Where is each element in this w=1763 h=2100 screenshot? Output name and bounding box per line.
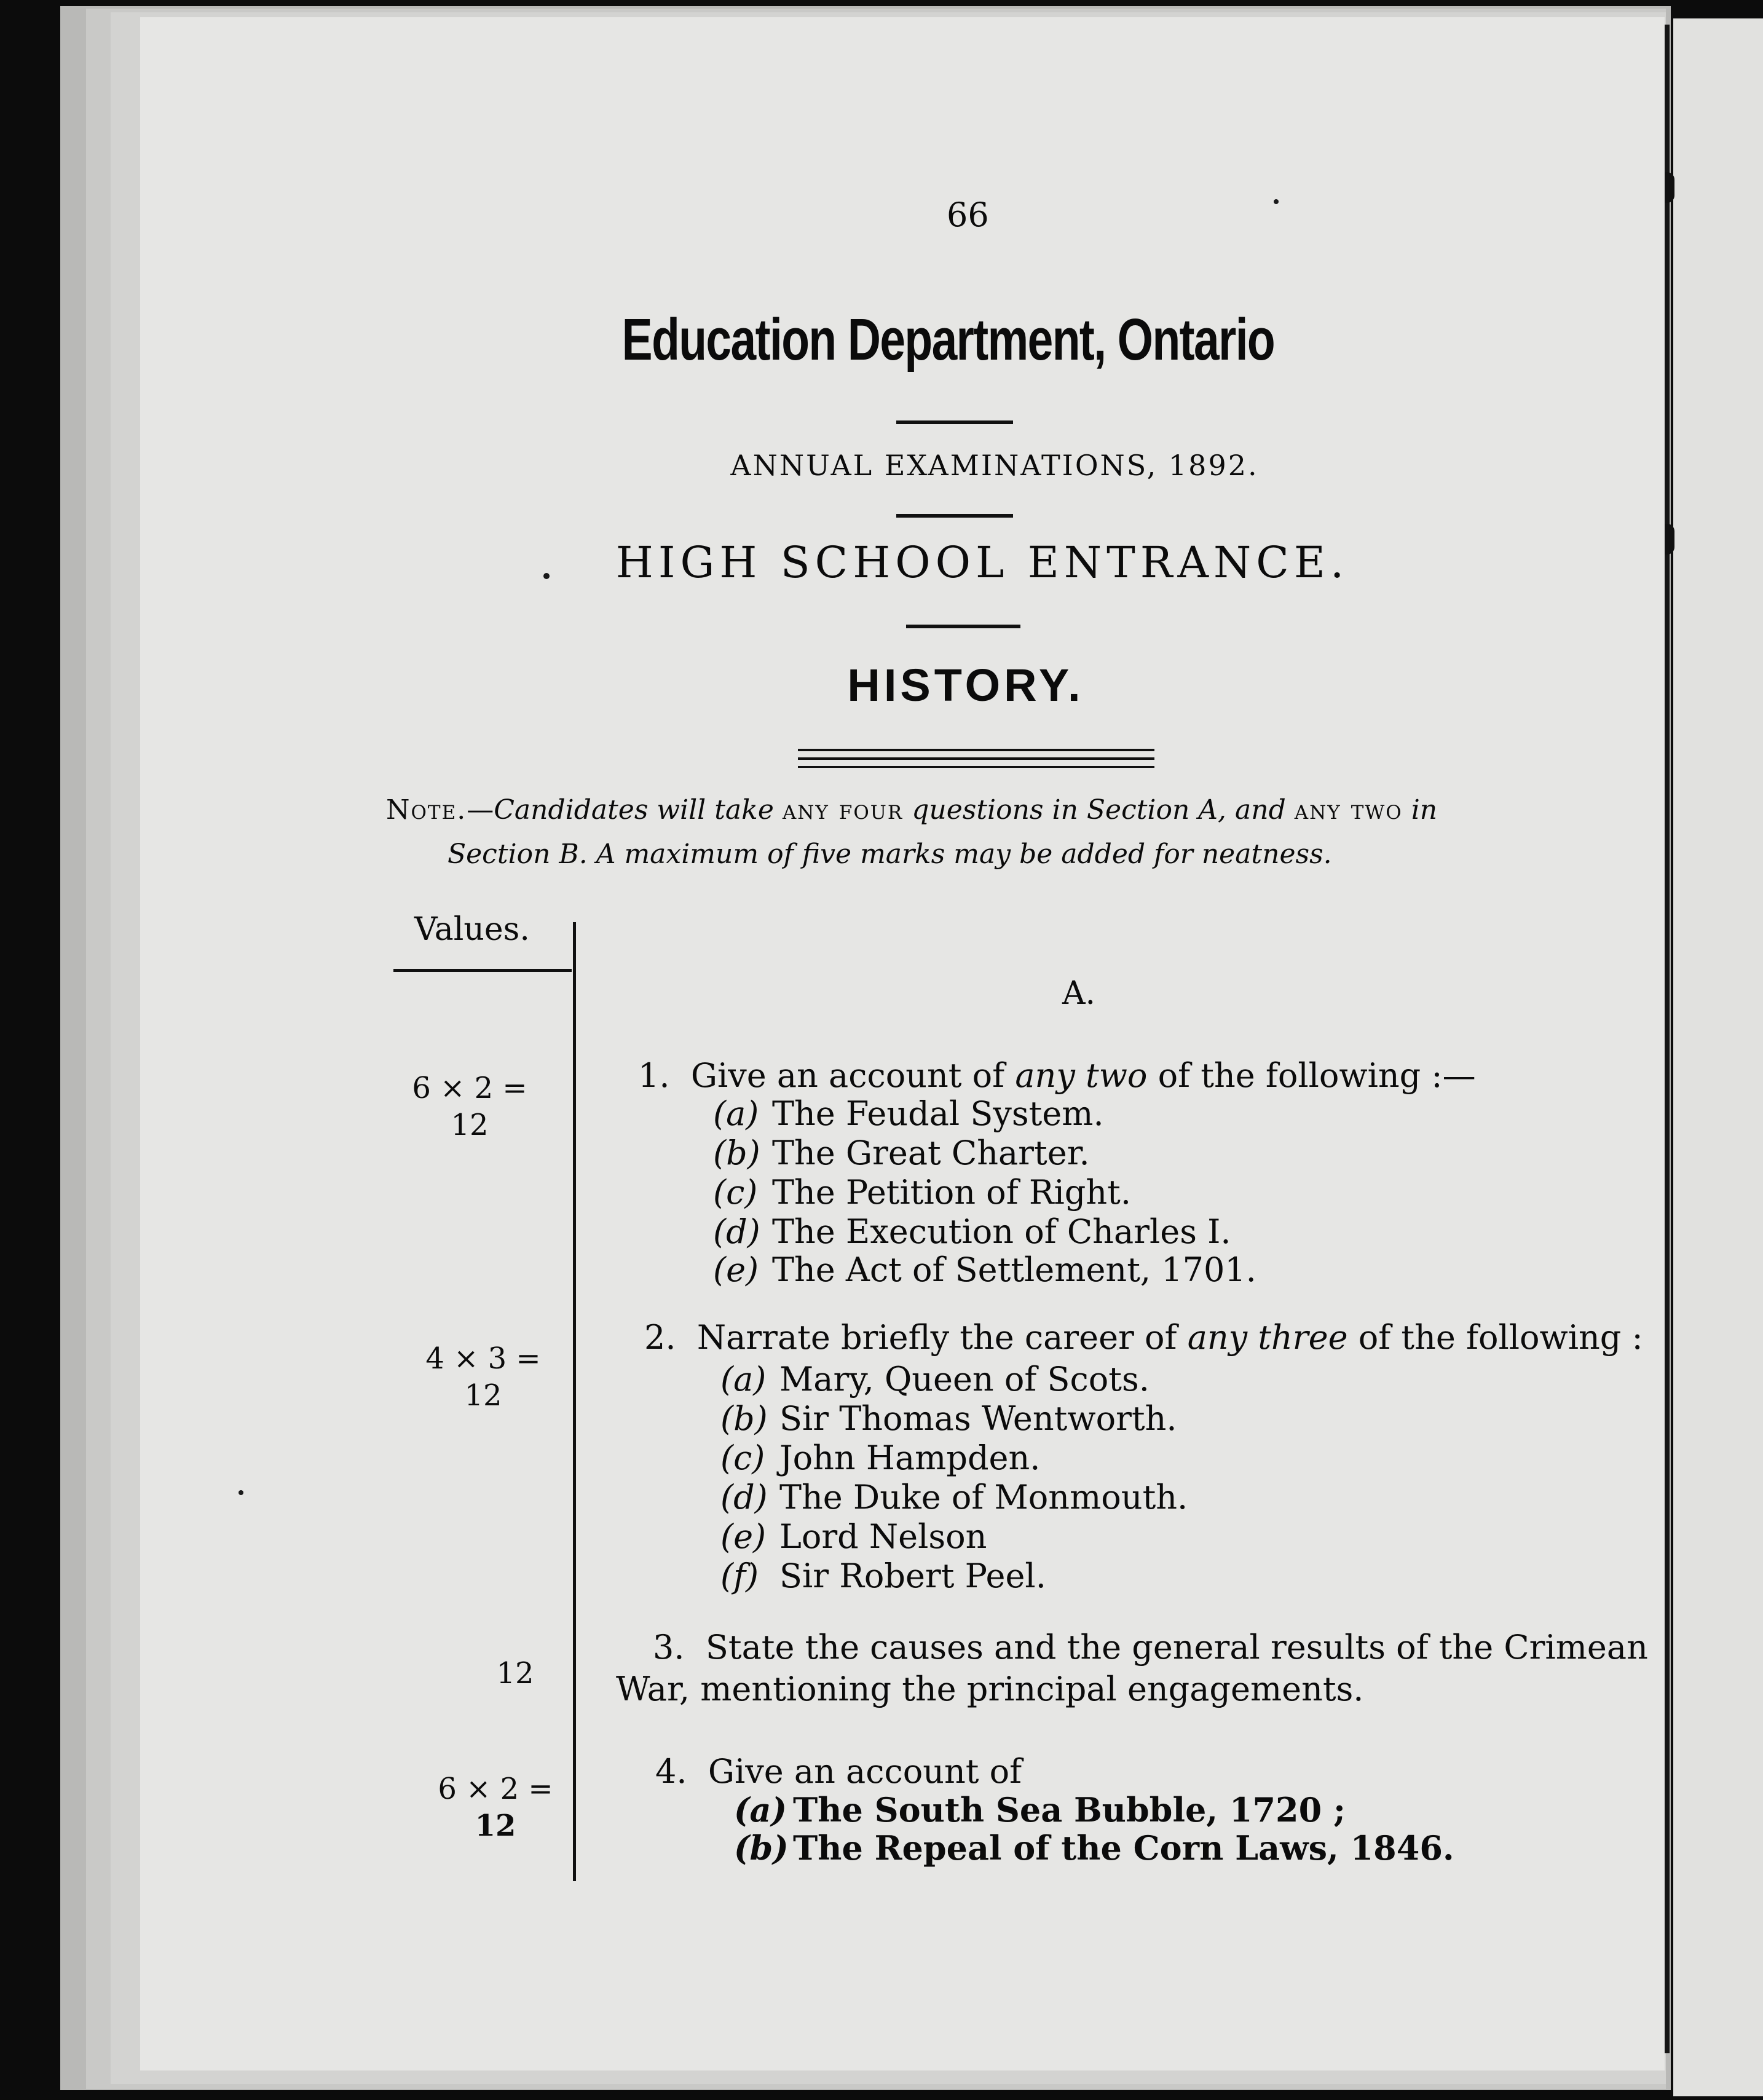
exam-heading: ANNUAL EXAMINATIONS, 1892. — [730, 449, 1259, 482]
question-option — [713, 1250, 1256, 1290]
question-text-part: Give an account of — [708, 1752, 1022, 1791]
question-number: 4. — [655, 1752, 687, 1791]
value-total: 12 — [475, 1809, 516, 1843]
question-value — [422, 1340, 545, 1414]
note-label: Note. — [386, 794, 467, 826]
divider-rule — [906, 625, 1020, 628]
value-expression: 6 × 2 = — [412, 1071, 527, 1105]
question-option — [713, 1173, 1131, 1212]
value-total: 12 — [496, 1656, 534, 1691]
question-option — [720, 1557, 1046, 1596]
option-label: (f) — [720, 1557, 759, 1595]
question-option — [720, 1360, 1150, 1399]
note-emphasis: any four — [782, 794, 904, 826]
option-text: The Duke of Monmouth. — [779, 1478, 1188, 1517]
question-value — [408, 1070, 531, 1143]
double-rule — [798, 757, 1154, 760]
question-text — [644, 1318, 1643, 1357]
question-emphasis: any two — [1015, 1056, 1148, 1095]
option-label: (b) — [720, 1399, 768, 1438]
question-emphasis: any three — [1187, 1318, 1348, 1357]
note-text: Candidates will take — [494, 794, 774, 826]
question-text-continued: War, mentioning the principal engagements. — [616, 1670, 1364, 1708]
question-option — [720, 1478, 1188, 1517]
value-expression: 4 × 3 = — [425, 1341, 541, 1376]
option-text: The Act of Settlement, 1701. — [772, 1250, 1256, 1289]
exam-page — [140, 17, 1665, 2070]
question-option — [713, 1134, 1090, 1173]
double-rule — [798, 749, 1154, 751]
question-number: 1. — [638, 1056, 670, 1095]
question-option — [734, 1790, 1346, 1830]
option-label: (b) — [734, 1828, 789, 1868]
scan-speck — [239, 1490, 243, 1495]
scan-speck — [543, 573, 550, 579]
column-divider — [573, 922, 576, 1881]
question-text-part: Narrate briefly the career of — [696, 1318, 1177, 1357]
entrance-heading: HIGH SCHOOL ENTRANCE. — [615, 537, 1349, 588]
option-label: (d) — [720, 1478, 768, 1517]
note-line — [386, 794, 1437, 826]
note-dash: — — [467, 794, 494, 826]
subject-heading: HISTORY. — [847, 660, 1084, 711]
question-text — [638, 1056, 1476, 1095]
question-option — [734, 1828, 1454, 1868]
question-text-part: State the causes and the general results of the Crimean — [705, 1628, 1648, 1667]
option-label: (a) — [734, 1790, 787, 1830]
question-value — [434, 1770, 557, 1844]
option-text: The Petition of Right. — [772, 1173, 1131, 1212]
note-text: in — [1411, 794, 1438, 826]
question-option — [713, 1094, 1104, 1134]
option-label: (c) — [713, 1173, 758, 1212]
option-text: The Feudal System. — [772, 1094, 1104, 1133]
double-rule — [798, 766, 1154, 768]
question-option — [720, 1439, 1040, 1478]
note-text: Section B. A maximum of five marks may be added for neatness. — [448, 839, 1332, 870]
divider-rule — [896, 514, 1013, 518]
option-text: Lord Nelson — [779, 1517, 987, 1556]
values-column-header: Values. — [414, 911, 530, 948]
option-text: John Hampden. — [779, 1439, 1041, 1477]
option-text: The Execution of Charles I. — [772, 1212, 1231, 1251]
question-text-part: of the following :— — [1158, 1056, 1476, 1095]
option-label: (a) — [720, 1360, 767, 1399]
question-text — [653, 1628, 1648, 1667]
department-title: Education Department, Ontario — [621, 307, 1275, 373]
question-value — [454, 1655, 577, 1692]
facing-page-edge — [1673, 18, 1763, 2096]
option-text: The Repeal of the Corn Laws, 1846. — [793, 1828, 1454, 1868]
question-option — [713, 1212, 1231, 1252]
option-text: Sir Thomas Wentworth. — [779, 1399, 1177, 1438]
option-label: (c) — [720, 1439, 765, 1477]
option-label: (d) — [713, 1212, 760, 1251]
values-underline — [393, 969, 572, 972]
divider-rule — [896, 420, 1013, 424]
option-label: (e) — [720, 1517, 767, 1556]
option-text: The Great Charter. — [772, 1134, 1090, 1172]
page-number: 66 — [947, 195, 989, 234]
option-text: Sir Robert Peel. — [779, 1557, 1046, 1595]
value-total: 12 — [464, 1378, 502, 1413]
scan-speck — [1274, 199, 1279, 204]
section-label: A. — [1062, 975, 1096, 1012]
question-option — [720, 1399, 1177, 1439]
question-option — [720, 1517, 987, 1557]
value-total: 12 — [451, 1108, 489, 1142]
question-number: 2. — [644, 1318, 676, 1357]
question-text-part: Give an account of — [690, 1056, 1005, 1095]
question-text-part: of the following : — [1358, 1318, 1643, 1357]
question-number: 3. — [653, 1628, 685, 1667]
option-label: (b) — [713, 1134, 760, 1172]
option-text: The South Sea Bubble, 1720 ; — [793, 1790, 1346, 1830]
note-emphasis: any two — [1294, 794, 1403, 826]
option-text: Mary, Queen of Scots. — [779, 1360, 1150, 1399]
question-text — [655, 1752, 1022, 1791]
option-label: (a) — [713, 1094, 759, 1133]
option-label: (e) — [713, 1250, 759, 1289]
value-expression: 6 × 2 = — [438, 1772, 553, 1806]
note-text: questions in Section A, and — [912, 794, 1286, 826]
